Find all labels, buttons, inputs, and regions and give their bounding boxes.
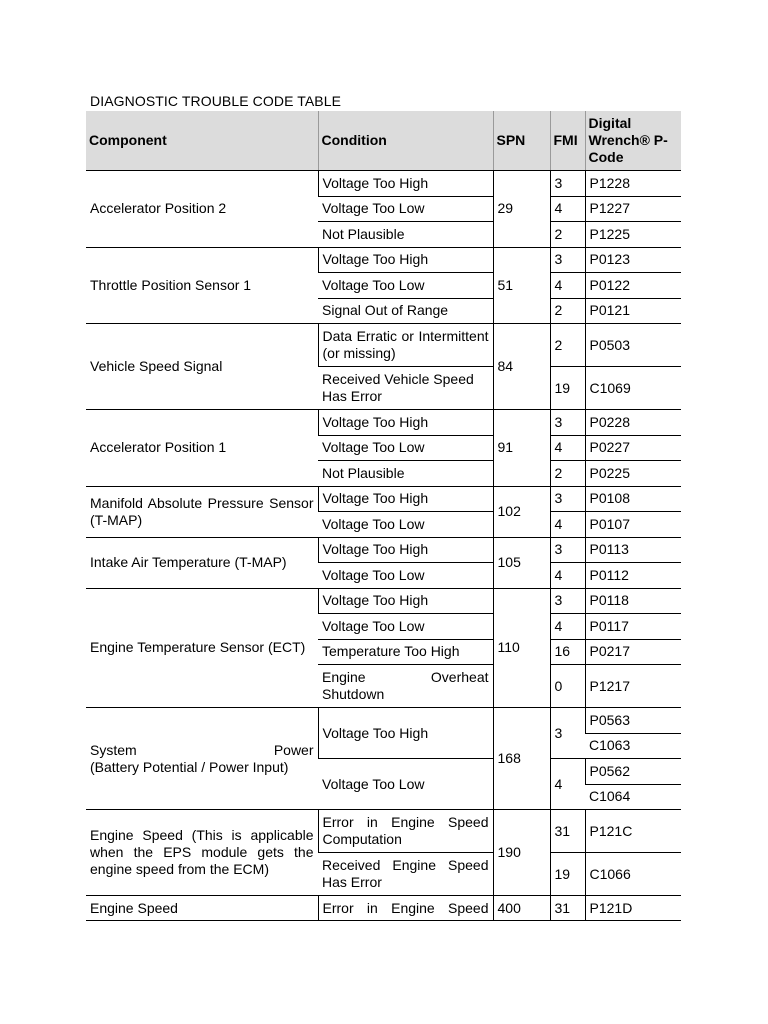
fmi-cell: 4 bbox=[550, 435, 585, 461]
pcode-cell: P0113 bbox=[585, 537, 681, 563]
fmi-cell: 3 bbox=[550, 486, 585, 512]
spn-cell: 190 bbox=[493, 810, 550, 896]
header-fmi: FMI bbox=[550, 111, 585, 171]
condition-cell: Engine Overheat Shutdown bbox=[318, 665, 493, 708]
spn-cell: 91 bbox=[493, 410, 550, 487]
condition-cell: Voltage Too High bbox=[318, 247, 493, 273]
condition-cell: Voltage Too High bbox=[318, 588, 493, 614]
condition-cell: Temperature Too High bbox=[318, 639, 493, 665]
condition-cell: Voltage Too Low bbox=[318, 435, 493, 461]
pcode-cell: P0122 bbox=[585, 273, 681, 299]
fmi-cell: 4 bbox=[550, 614, 585, 640]
condition-cell: Voltage Too High bbox=[318, 171, 493, 197]
condition-cell: Received Engine Speed Has Error bbox=[318, 853, 493, 896]
fmi-cell: 3 bbox=[550, 588, 585, 614]
dtc-table bbox=[86, 111, 681, 921]
header-component: Component bbox=[86, 111, 318, 171]
pcode-cell: P0228 bbox=[585, 410, 681, 436]
fmi-cell: 3 bbox=[550, 708, 585, 759]
pcode-cell: P0123 bbox=[585, 247, 681, 273]
condition-cell: Voltage Too High bbox=[318, 486, 493, 512]
pcode-cell: C1064 bbox=[585, 784, 681, 810]
fmi-cell: 31 bbox=[550, 810, 585, 853]
component-cell: Vehicle Speed Signal bbox=[86, 324, 318, 410]
spn-cell: 29 bbox=[493, 171, 550, 248]
table-row bbox=[86, 486, 681, 512]
condition-cell: Not Plausible bbox=[318, 461, 493, 487]
table-row bbox=[86, 324, 681, 367]
fmi-cell: 2 bbox=[550, 324, 585, 367]
component-cell: Throttle Position Sensor 1 bbox=[86, 247, 318, 324]
pcode-cell: P121D bbox=[585, 896, 681, 921]
table-row bbox=[86, 171, 681, 197]
pcode-cell: P0121 bbox=[585, 298, 681, 324]
fmi-cell: 2 bbox=[550, 461, 585, 487]
condition-cell: Not Plausible bbox=[318, 222, 493, 248]
header-pcode: Digital Wrench® P-Code bbox=[585, 111, 681, 171]
fmi-cell: 3 bbox=[550, 537, 585, 563]
fmi-cell: 3 bbox=[550, 410, 585, 436]
pcode-cell: C1069 bbox=[585, 367, 681, 410]
fmi-cell: 4 bbox=[550, 512, 585, 538]
component-cell: Intake Air Temperature (T-MAP) bbox=[86, 537, 318, 588]
component-line: System Power bbox=[90, 741, 314, 758]
pcode-cell: P0563 bbox=[585, 708, 681, 734]
condition-cell: Voltage Too Low bbox=[318, 563, 493, 589]
component-cell: Manifold Absolute Pressure Sensor (T-MAP) bbox=[86, 486, 318, 537]
header-spn: SPN bbox=[493, 111, 550, 171]
condition-cell: Voltage Too Low bbox=[318, 273, 493, 299]
fmi-cell: 4 bbox=[550, 563, 585, 589]
component-cell: Engine Speed (This is applicable when the EPS module gets the engine speed from the ECM) bbox=[86, 810, 318, 896]
pcode-cell: C1066 bbox=[585, 853, 681, 896]
fmi-cell: 2 bbox=[550, 222, 585, 248]
fmi-cell: 3 bbox=[550, 171, 585, 197]
pcode-cell: P0117 bbox=[585, 614, 681, 640]
condition-cell: Voltage Too High bbox=[318, 410, 493, 436]
condition-cell: Signal Out of Range bbox=[318, 298, 493, 324]
table-row bbox=[86, 588, 681, 614]
pcode-cell: P0108 bbox=[585, 486, 681, 512]
pcode-cell: P0107 bbox=[585, 512, 681, 538]
condition-cell: Voltage Too High bbox=[318, 708, 493, 759]
fmi-cell: 19 bbox=[550, 853, 585, 896]
pcode-cell: P121C bbox=[585, 810, 681, 853]
pcode-cell: P0227 bbox=[585, 435, 681, 461]
spn-cell: 105 bbox=[493, 537, 550, 588]
fmi-cell: 0 bbox=[550, 665, 585, 708]
table-row bbox=[86, 247, 681, 273]
table-row bbox=[86, 896, 681, 921]
header-condition: Condition bbox=[318, 111, 493, 171]
table-row bbox=[86, 810, 681, 853]
header-row bbox=[86, 111, 681, 171]
condition-cell: Voltage Too Low bbox=[318, 196, 493, 222]
condition-cell: Voltage Too Low bbox=[318, 614, 493, 640]
pcode-cell: P1217 bbox=[585, 665, 681, 708]
pcode-cell: P1228 bbox=[585, 171, 681, 197]
condition-cell: Voltage Too Low bbox=[318, 512, 493, 538]
fmi-cell: 19 bbox=[550, 367, 585, 410]
spn-cell: 51 bbox=[493, 247, 550, 324]
fmi-cell: 2 bbox=[550, 298, 585, 324]
table-row bbox=[86, 708, 681, 734]
fmi-cell: 3 bbox=[550, 247, 585, 273]
spn-cell: 102 bbox=[493, 486, 550, 537]
table-row bbox=[86, 410, 681, 436]
condition-cell: Data Erratic or Intermittent (or missing) bbox=[318, 324, 493, 367]
pcode-cell: P0503 bbox=[585, 324, 681, 367]
condition-cell: Voltage Too High bbox=[318, 537, 493, 563]
condition-cell: Error in Engine Speed bbox=[318, 896, 493, 921]
component-cell bbox=[86, 708, 318, 810]
pcode-cell: P1227 bbox=[585, 196, 681, 222]
spn-cell: 84 bbox=[493, 324, 550, 410]
condition-cell: Error in Engine Speed Computation bbox=[318, 810, 493, 853]
pcode-cell: P0112 bbox=[585, 563, 681, 589]
spn-cell: 110 bbox=[493, 588, 550, 708]
fmi-cell: 31 bbox=[550, 896, 585, 921]
fmi-cell: 4 bbox=[550, 759, 585, 810]
fmi-cell: 16 bbox=[550, 639, 585, 665]
fmi-cell: 4 bbox=[550, 273, 585, 299]
component-cell: Accelerator Position 1 bbox=[86, 410, 318, 487]
spn-cell: 168 bbox=[493, 708, 550, 810]
pcode-cell: P1225 bbox=[585, 222, 681, 248]
pcode-cell: P0217 bbox=[585, 639, 681, 665]
component-cell: Engine Temperature Sensor (ECT) bbox=[86, 588, 318, 708]
document-title: DIAGNOSTIC TROUBLE CODE TABLE bbox=[90, 93, 342, 109]
component-cell: Engine Speed bbox=[86, 896, 318, 921]
table-row bbox=[86, 537, 681, 563]
spn-cell: 400 bbox=[493, 896, 550, 921]
component-line: (Battery Potential / Power Input) bbox=[90, 758, 289, 775]
condition-cell: Received Vehicle Speed Has Error bbox=[318, 367, 493, 410]
condition-cell: Voltage Too Low bbox=[318, 759, 493, 810]
component-cell: Accelerator Position 2 bbox=[86, 171, 318, 248]
pcode-cell: P0225 bbox=[585, 461, 681, 487]
pcode-cell: C1063 bbox=[585, 733, 681, 759]
fmi-cell: 4 bbox=[550, 196, 585, 222]
pcode-cell: P0118 bbox=[585, 588, 681, 614]
pcode-cell: P0562 bbox=[585, 759, 681, 785]
